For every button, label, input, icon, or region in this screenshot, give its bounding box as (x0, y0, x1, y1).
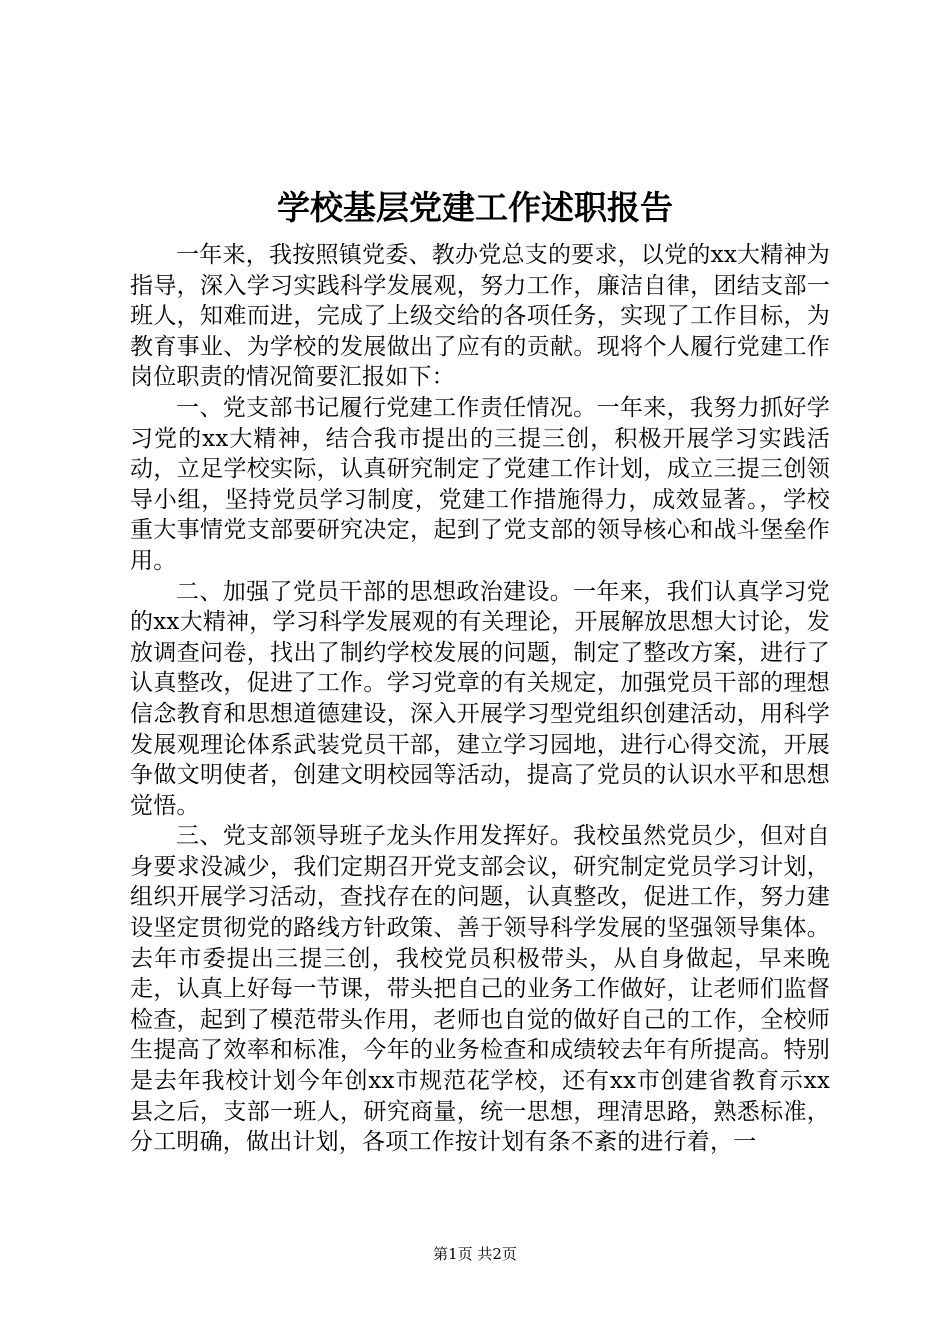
paragraph-section-1: 一、党支部书记履行党建工作责任情况。一年来，我努力抓好学习党的xx大精神，结合我市提出的三提三创，积极开展学习实践活动，立足学校实际，认真研究制定了党建工作计划，成立三提三创领导小组，坚持党员学习制度，党建工作措施得力，成效显著。，学校重大事情党支部要研究决定，起到了党支部的领导核心和战斗堡垒作用。 (130, 394, 830, 574)
paragraph-section-2: 二、加强了党员干部的思想政治建设。一年来，我们认真学习党的xx大精神，学习科学发展观的有关理论，开展解放思想大讨论，发放调查问卷，找出了制约学校发展的问题，制定了整改方案，进行了认真整改，促进了工作。学习党章的有关规定，加强党员干部的理想信念教育和思想道德建设，深入开展学习型党组织创建活动，用科学发展观理论体系武装党员干部，建立学习园地，进行心得交流，开展争做文明使者，创建文明校园等活动，提高了党员的认识水平和思想觉悟。 (130, 578, 830, 819)
paragraph-intro: 一年来，我按照镇党委、教办党总支的要求，以党的xx大精神为指导，深入学习实践科学发展观，努力工作，廉洁自律，团结支部一班人，知难而进，完成了上级交给的各项任务，实现了工作目标，为教育事业、为学校的发展做出了应有的贡献。现将个人履行党建工作岗位职责的情况简要汇报如下： (130, 242, 830, 391)
paragraph-section-3: 三、党支部领导班子龙头作用发挥好。我校虽然党员少，但对自身要求没减少，我们定期召开党支部会议，研究制定党员学习计划，组织开展学习活动，查找存在的问题，认真整改，促进工作，努力建设坚定贯彻党的路线方针政策、善于领导科学发展的坚强领导集体。去年市委提出三提三创，我校党员积极带头，从自身做起，早来晚走，认真上好每一节课，带头把自己的业务工作做好，让老师们监督检查，起到了模范带头作用，老师也自觉的做好自己的工作，全校师生提高了效率和标准，今年的业务检查和成绩较去年有所提高。特别是去年我校计划今年创xx市规范花学校，还有xx市创建省教育示xx县之后，支部一班人，研究商量，统一思想，理清思路，熟悉标准，分工明确，做出计划，各项工作按计划有条不紊的进行着，一 (130, 823, 830, 1156)
page-number-footer: 第1页 共2页 (433, 1245, 517, 1263)
document-body (130, 240, 830, 1158)
document-title: 学校基层党建工作述职报告 (277, 188, 673, 227)
